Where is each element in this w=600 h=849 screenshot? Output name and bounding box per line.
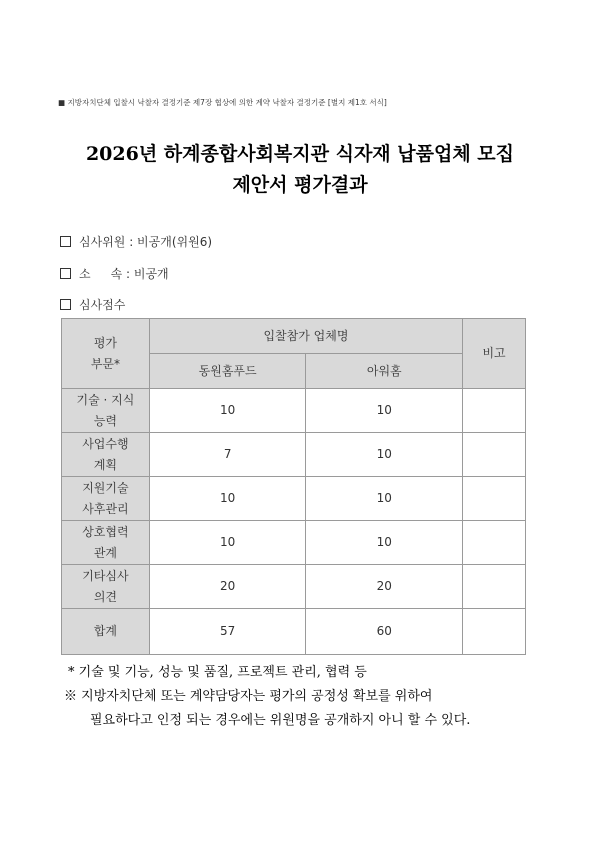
affiliation-label-2: 속 bbox=[110, 267, 123, 281]
total-score-cell: 57 bbox=[149, 609, 306, 655]
category-cell: 상호협력 관계 bbox=[62, 521, 150, 565]
score-cell: 10 bbox=[306, 389, 463, 433]
page-title: 2026년 하계종합사회복지관 식자재 납품업체 모집 bbox=[85, 143, 515, 165]
affiliation-line bbox=[60, 265, 169, 282]
affiliation-label-1: 소 bbox=[79, 267, 91, 281]
checkbox-square-icon bbox=[60, 236, 71, 247]
table-row bbox=[62, 477, 526, 521]
score-cell: 7 bbox=[149, 433, 306, 477]
bidder-header: 입찰참가 업체명 bbox=[149, 319, 462, 354]
score-cell: 20 bbox=[149, 565, 306, 609]
table-row bbox=[62, 565, 526, 609]
remark-cell bbox=[463, 565, 526, 609]
score-cell: 10 bbox=[149, 389, 306, 433]
company-name: 동원홈푸드 bbox=[149, 354, 306, 389]
table-header-row bbox=[62, 319, 526, 354]
category-cell: 기술 · 지식 능력 bbox=[62, 389, 150, 433]
table-row bbox=[62, 389, 526, 433]
score-cell: 10 bbox=[306, 433, 463, 477]
page-subtitle: 제안서 평가결과 bbox=[232, 174, 368, 196]
remark-cell bbox=[463, 389, 526, 433]
reviewer-line bbox=[60, 233, 212, 250]
remark-cell bbox=[463, 477, 526, 521]
eval-category-header: 평가 부문* bbox=[62, 319, 150, 389]
remark-cell bbox=[463, 433, 526, 477]
form-reference-note: ■ 지방자치단체 입찰시 낙찰자 결정기준 제7장 협상에 의한 계약 낙찰자 결정기준 [별지 제1호 서식] bbox=[58, 98, 387, 107]
disclaimer-note-line-2: 필요하다고 인정 되는 경우에는 위원명을 공개하지 아니 할 수 있다. bbox=[90, 713, 471, 728]
score-section-label: 심사점수 bbox=[79, 298, 126, 312]
asterisk-note: * 기술 및 기능, 성능 및 품질, 프로젝트 관리, 협력 등 bbox=[68, 665, 367, 680]
company-name: 아워홈 bbox=[306, 354, 463, 389]
reviewer-label: 심사위원 bbox=[79, 235, 126, 249]
remark-header: 비고 bbox=[463, 319, 526, 389]
disclaimer-note-line-1: ※ 지방자치단체 또는 계약담당자는 평가의 공정성 확보를 위하여 bbox=[64, 689, 433, 704]
score-cell: 10 bbox=[149, 521, 306, 565]
remark-cell bbox=[463, 521, 526, 565]
checkbox-square-icon bbox=[60, 268, 71, 279]
total-row bbox=[62, 609, 526, 655]
table-row bbox=[62, 521, 526, 565]
table-row bbox=[62, 433, 526, 477]
remark-cell bbox=[463, 609, 526, 655]
checkbox-square-icon bbox=[60, 299, 71, 310]
score-section-line bbox=[60, 296, 125, 313]
score-cell: 10 bbox=[306, 477, 463, 521]
category-cell: 사업수행 계획 bbox=[62, 433, 150, 477]
total-label: 합계 bbox=[62, 609, 150, 655]
total-score-cell: 60 bbox=[306, 609, 463, 655]
category-cell: 지원기술 사후관리 bbox=[62, 477, 150, 521]
category-cell: 기타심사 의견 bbox=[62, 565, 150, 609]
score-table bbox=[61, 318, 526, 655]
score-cell: 10 bbox=[306, 521, 463, 565]
reviewer-value: : 비공개(위원6) bbox=[129, 235, 213, 249]
score-cell: 10 bbox=[149, 477, 306, 521]
score-cell: 20 bbox=[306, 565, 463, 609]
affiliation-value: : 비공개 bbox=[126, 267, 169, 281]
